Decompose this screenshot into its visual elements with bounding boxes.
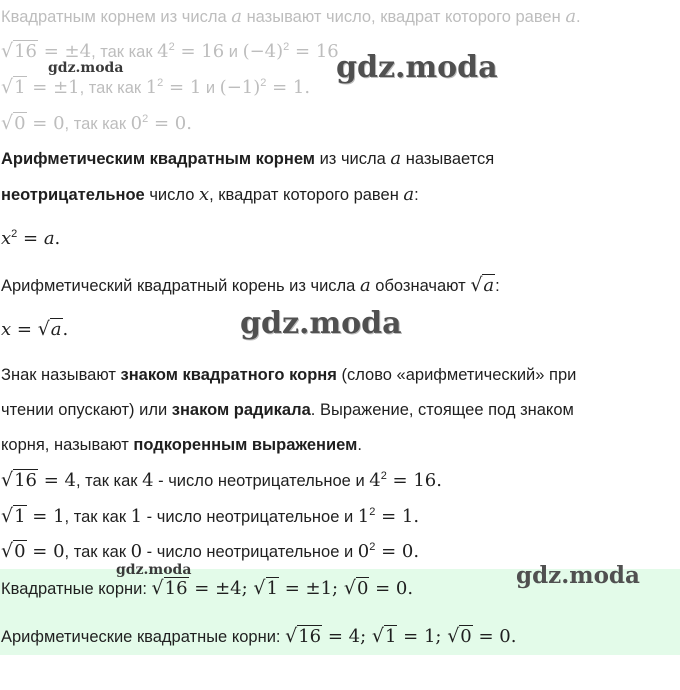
sign-line-2: чтении опускают) или знаком радикала. Выражение, стоящее под знаком [1,401,574,419]
summary-square-roots: Квадратные корни: √16 = ±4; √1 = ±1; √0 = 0. [1,577,414,599]
notation-line: Арифметический квадратный корень из числа a обозначают √a: [1,274,500,296]
intro-example-1: √1 = ±1, так как $1^2 = 1$ и $(-1)^2 = 1$. [1,76,311,98]
watermark: gdz.moda [116,562,192,578]
intro-definition: Квадратным корнем из числа a называют число, квадрат которого равен a. [1,6,581,27]
watermark: gdz.moda [48,60,124,76]
watermark: gdz.moda [336,50,498,85]
definition-line-2: неотрицательное число x, квадрат которого равен a: [1,184,419,205]
watermark: gdz.moda [240,306,402,341]
notation-formula: x = √a. [1,318,69,340]
definition-line-1: Арифметическим квадратным корнем из числа a называется [1,148,495,169]
example-row: √16 = 4, так как 4 - число неотрицательное и $4^2 = 16$. [1,469,442,491]
watermark: gdz.moda [516,562,640,589]
summary-arithmetic-roots: Арифметические квадратные корни: √16 = 4; √1 = 1; √0 = 0. [1,625,517,647]
example-row: √1 = 1, так как 1 - число неотрицательное и $1^2 = 1$. [1,505,420,527]
example-row: √0 = 0, так как 0 - число неотрицательное и $0^2 = 0$. [1,540,420,562]
definition-formula: $x^2 = a$. [1,227,61,249]
intro-example-0: √0 = 0, так как $0^2 = 0$. [1,112,192,134]
intro-example-16: √16 = ±4, так как $4^2 = 16$ и $(-4)^2 = 16$ [1,40,339,62]
sign-line-3: корня, называют подкоренным выражением. [1,436,362,454]
sign-line-1: Знак называют знаком квадратного корня (слово «арифметический» при [1,366,577,384]
